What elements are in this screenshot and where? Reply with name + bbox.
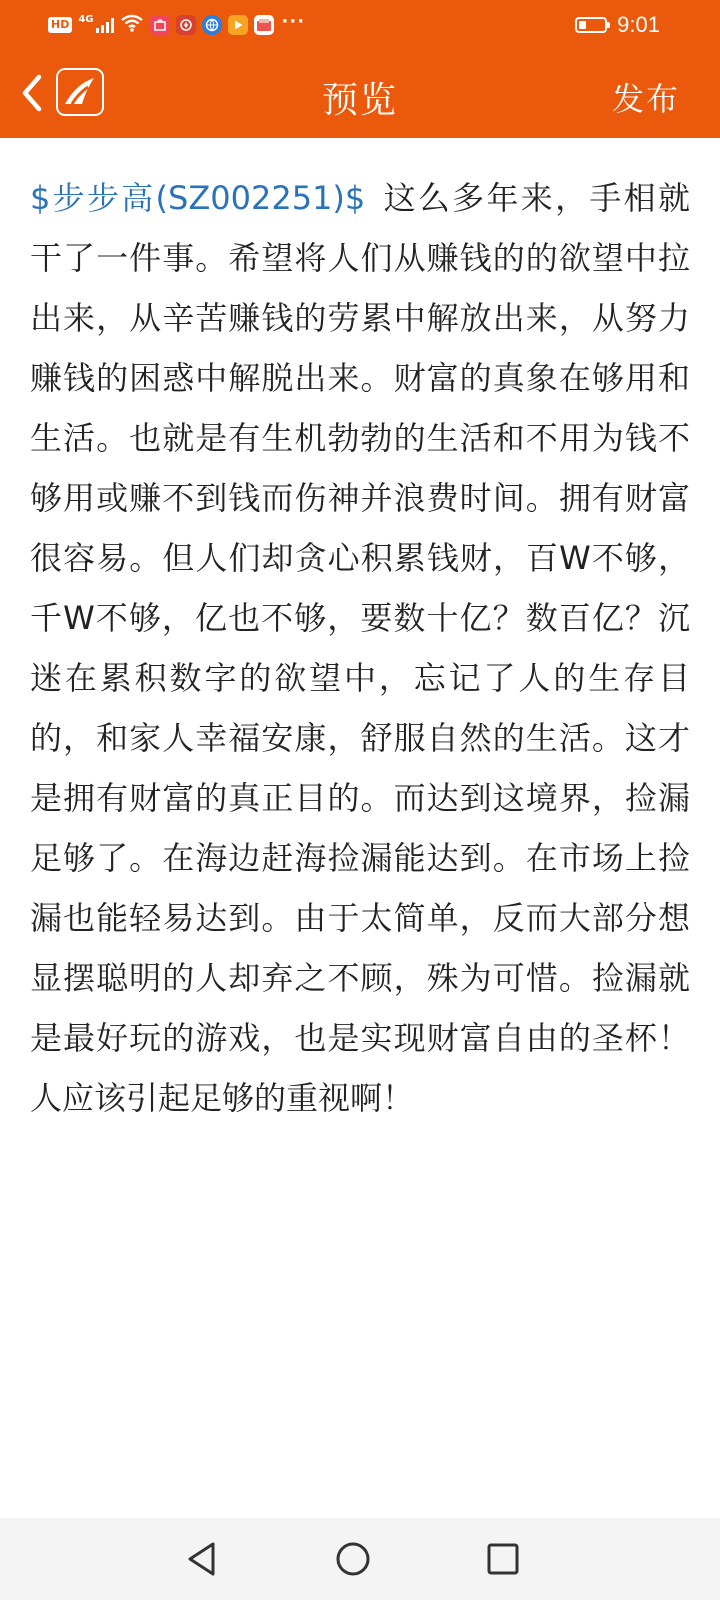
square-recents-icon <box>486 1542 520 1576</box>
status-bar <box>0 0 720 50</box>
reader-app-icon <box>254 15 274 35</box>
back-button[interactable] <box>12 68 52 118</box>
nav-back-button[interactable] <box>177 1534 227 1584</box>
chevron-left-icon <box>19 73 45 113</box>
publish-button[interactable]: 发布 <box>611 80 680 118</box>
circle-home-icon <box>335 1541 371 1577</box>
nav-home-button[interactable] <box>328 1534 378 1584</box>
stock-tag-link[interactable]: $步步高(SZ002251)$ <box>30 179 366 217</box>
shopping-app-icon <box>150 15 170 35</box>
app-bar <box>0 50 720 138</box>
news-app-icon <box>176 15 196 35</box>
more-notifications-icon: ··· <box>281 10 306 32</box>
post-body-text: 这么多年来，手相就干了一件事。希望将人们从赚钱的的欲望中拉出来，从辛苦赚钱的劳累中解放出来，从努力赚钱的困惑中解脱出来。财富的真象在够用和生活。也就是有生机勃勃的生活和不用为钱不够用或赚不到钱而伤神并浪费时间。拥有财富很容易。但人们却贪心积累钱财，百W不够，千W不够，亿也不够，要数十亿？数百亿？沉迷在累积数字的欲望中，忘记了人的生存目的，和家人幸福安康，舒服自然的生活。这才是拥有财富的真正目的。而达到这境界，捡漏足够了。在海边赶海捡漏能达到。在市场上捡漏也能轻易达到。由于太简单，反而大部分想显摆聪明的人却弃之不顾，殊为可惜。捡漏就是最好玩的游戏，也是实现财富自由的圣杯！人应该引起足够的重视啊！ <box>30 179 690 1117</box>
header-area <box>0 0 720 138</box>
nav-recents-button[interactable] <box>478 1534 528 1584</box>
signal-strength-icon <box>96 17 114 33</box>
browser-app-icon <box>202 15 222 35</box>
triangle-back-icon <box>185 1541 219 1577</box>
page-title: 预览 <box>321 80 398 121</box>
video-app-icon <box>228 15 248 35</box>
post-content <box>30 168 690 1128</box>
status-bar-left <box>48 12 305 38</box>
wifi-icon <box>120 13 144 37</box>
status-bar-right <box>575 12 660 38</box>
battery-icon <box>575 17 607 33</box>
clock: 9:01 <box>617 12 660 37</box>
app-logo-icon <box>56 68 104 116</box>
hd-badge: HD <box>48 17 72 33</box>
system-nav-bar <box>0 1518 720 1600</box>
network-type-label: 4G <box>78 13 94 25</box>
